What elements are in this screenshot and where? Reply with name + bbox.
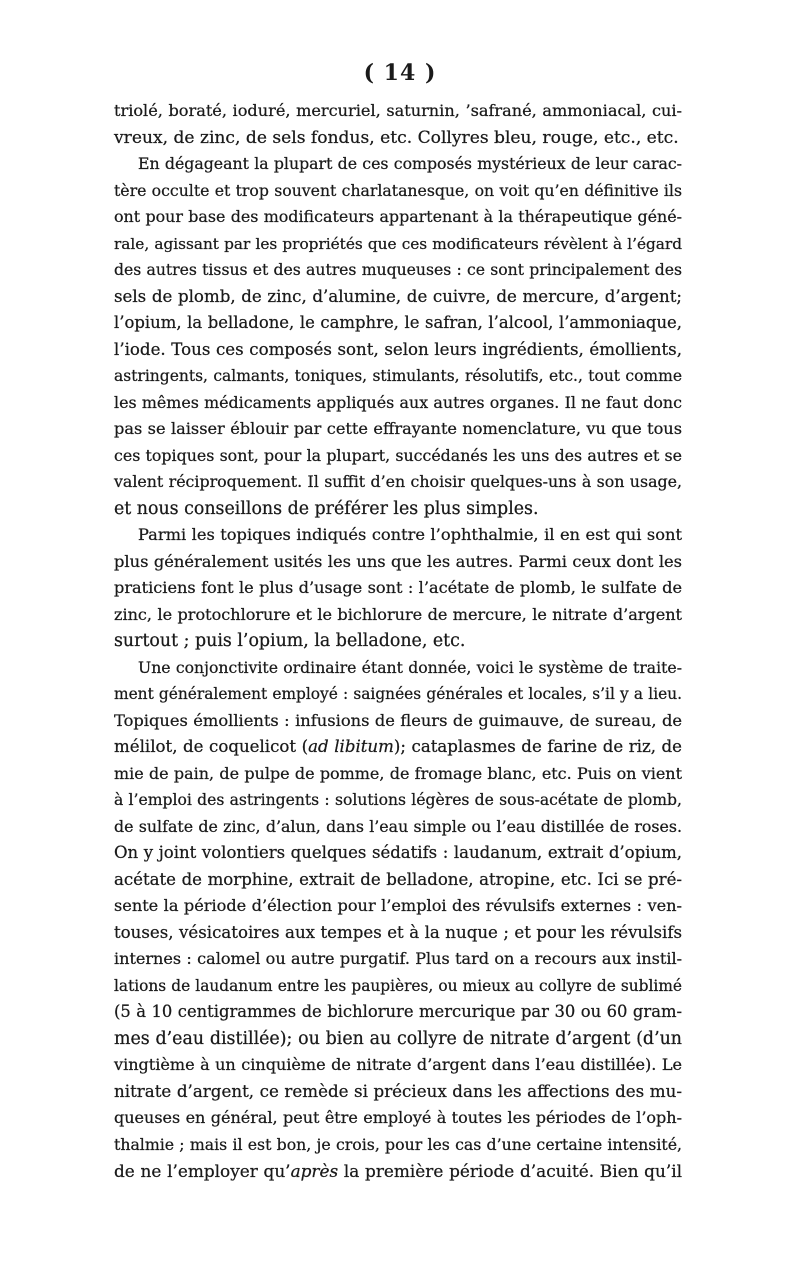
text-line: En dégageant la plupart de ces composés mystérieux de leur carac-: [138, 154, 682, 173]
text-line: nitrate d’argent, ce remède si précieux dans les affections des mu-: [114, 1081, 682, 1101]
text-line: ces topiques sont, pour la plupart, succédanés les uns des autres et se: [114, 445, 682, 465]
text-line: valent réciproquement. Il suffit d’en choisir quelques-uns à son usage,: [114, 472, 682, 491]
text-line: pas se laisser éblouir par cette effrayante nomenclature, vu que tous: [114, 419, 682, 438]
text-line: l’opium, la belladone, le camphre, le safran, l’alcool, l’ammoniaque,: [114, 313, 682, 332]
text-line: sels de plomb, de zinc, d’alumine, de cuivre, de mercure, d’argent;: [114, 286, 682, 306]
text-line: zinc, le protochlorure et le bichlorure de mercure, le nitrate d’argent: [114, 604, 682, 624]
text-line: les mêmes médicaments appliqués aux autres organes. Il ne faut donc: [114, 392, 682, 412]
text-line: Topiques émollients : infusions de fleurs de guimauve, de sureau, de: [114, 710, 682, 730]
text-line: Une conjonctivite ordinaire étant donnée, voici le système de traite-: [138, 657, 682, 677]
text-line: internes : calomel ou autre purgatif. Plus tard on a recours aux instil-: [114, 949, 682, 968]
text-line: sente la période d’élection pour l’emploi des révulsifs externes : ven-: [114, 896, 682, 915]
text-line: tère occulte et trop souvent charlatanesque, on voit qu’en définitive ils: [114, 180, 682, 200]
text-line: astringents, calmants, toniques, stimulants, résolutifs, etc., tout comme: [114, 367, 682, 385]
text-line: vingtième à un cinquième de nitrate d’argent dans l’eau distillée). Le: [114, 1055, 682, 1074]
text-line: plus généralement usités les uns que les autres. Parmi ceux dont les: [114, 551, 682, 571]
text-line: touses, vésicatoires aux tempes et à la nuque ; et pour les révulsifs: [114, 922, 682, 942]
text-line: On y joint volontiers quelques sédatifs : laudanum, extrait d’opium,: [114, 843, 682, 862]
text-line: mes d’eau distillée); ou bien au collyre de nitrate d’argent (d’un: [114, 1028, 682, 1049]
text-line: rale, agissant par les propriétés que ces modificateurs révèlent à l’égard: [114, 234, 682, 253]
text-line: thalmie ; mais il est bon, je crois, pour les cas d’une certaine intensité,: [114, 1134, 682, 1154]
text-line: triolé, boraté, ioduré, mercuriel, saturnin, ’safrané, ammoniacal, cui-: [114, 101, 682, 120]
text-line: ont pour base des modificateurs appartenant à la thérapeutique géné-: [114, 207, 682, 226]
body-text: [114, 98, 682, 1185]
text-line: Parmi les topiques indiqués contre l’ophthalmie, il en est qui sont: [138, 525, 682, 544]
text-line: et nous conseillons de préférer les plus simples.: [114, 498, 539, 519]
page-number: ( 14 ): [363, 60, 437, 86]
text-line-with-italic: mélilot, de coquelicot (ad libitum); cataplasmes de farine de riz, de: [114, 737, 682, 756]
text-line: (5 à 10 centigrammes de bichlorure mercurique par 30 ou 60 gram-: [114, 1002, 682, 1021]
text-line: de sulfate de zinc, d’alun, dans l’eau simple ou l’eau distillée de roses.: [114, 816, 682, 836]
text-line: queuses en général, peut être employé à toutes les périodes de l’oph-: [114, 1108, 682, 1127]
text-line: mie de pain, de pulpe de pomme, de fromage blanc, etc. Puis on vient: [114, 763, 682, 783]
text-line: vreux, de zinc, de sels fondus, etc. Collyres bleu, rouge, etc., etc.: [114, 127, 679, 148]
text-line: acétate de morphine, extrait de belladone, atropine, etc. Ici se pré-: [114, 869, 682, 889]
text-line: surtout ; puis l’opium, la belladone, etc.: [114, 631, 466, 651]
text-line: ment généralement employé : saignées générales et locales, s’il y a lieu.: [114, 685, 682, 703]
text-line: l’iode. Tous ces composés sont, selon leurs ingrédients, émollients,: [114, 339, 682, 359]
text-line: des autres tissus et des autres muqueuses : ce sont principalement des: [114, 260, 682, 279]
italic-emphasis: après: [290, 1161, 339, 1181]
text-line: à l’emploi des astringents : solutions légères de sous-acétate de plomb,: [114, 791, 682, 809]
text-line: praticiens font le plus d’usage sont : l’acétate de plomb, le sulfate de: [114, 578, 682, 597]
italic-emphasis: ad libitum: [308, 737, 394, 756]
text-line: lations de laudanum entre les paupières, ou mieux au collyre de sublimé: [114, 976, 682, 995]
text-line-with-italic: de ne l’employer qu’après la première période d’acuité. Bien qu’il: [114, 1161, 683, 1181]
